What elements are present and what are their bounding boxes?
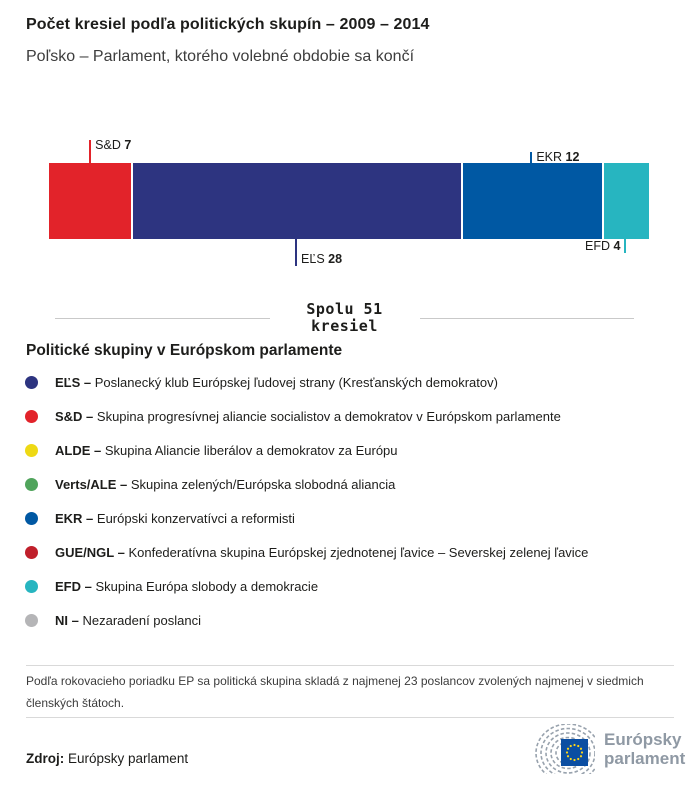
legend-item-text: EKR – Európski konzervatívci a reformisti: [55, 510, 295, 526]
legend-dot-icon: [25, 546, 38, 559]
legend-item-Verts/ALE: [25, 467, 675, 501]
legend-dot-icon: [25, 478, 38, 491]
legend-item-text: NI – Nezaradení poslanci: [55, 612, 201, 628]
legend-dot-icon: [25, 410, 38, 423]
legend-item-text: S&D – Skupina progresívnej aliancie socialistov a demokratov v Európskom parlamente: [55, 408, 561, 424]
source-label: Zdroj:: [26, 751, 65, 766]
total-summary: [55, 301, 634, 335]
legend-item-text: EFD – Skupina Európa slobody a demokracie: [55, 578, 319, 594]
page-title: Počet kresiel podľa politických skupín – 2009 – 2014: [26, 16, 430, 33]
bar-label-S&D: S&D 7: [95, 138, 132, 152]
bar-segment-EFD: [602, 163, 649, 239]
european-parliament-logo: [527, 724, 685, 774]
summary-right-line: [420, 318, 635, 319]
legend-item-EKR: [25, 501, 675, 535]
bar-label-EĽS: EĽS 28: [301, 252, 343, 266]
source-line: [26, 751, 188, 766]
legend-dot-icon: [25, 376, 38, 389]
bar-label-EKR: EKR 12: [536, 150, 580, 164]
logo-wordmark: [604, 730, 685, 768]
bar-segment-S&D: [49, 163, 131, 239]
legend-item-text: Verts/ALE – Skupina zelených/Európska slobodná aliancia: [55, 476, 396, 492]
legend-heading: Politické skupiny v Európskom parlamente: [26, 342, 343, 359]
page-subtitle: Poľsko – Parlament, ktorého volebné obdobie sa končí: [26, 48, 415, 65]
bar-segment-EKR: [461, 163, 602, 239]
bar-tick-EFD: [624, 239, 626, 253]
legend-dot-icon: [25, 444, 38, 457]
legend-item-S&D: [25, 399, 675, 433]
legend: [25, 365, 675, 637]
logo-wordmark-line2: parlament: [604, 749, 686, 768]
legend-dot-icon: [25, 512, 38, 525]
legend-item-NI: [25, 603, 675, 637]
eu-flag-icon: [561, 739, 588, 766]
legend-item-ALDE: [25, 433, 675, 467]
legend-item-text: GUE/NGL – Konfederatívna skupina Európskej zjednotenej ľavice – Severskej zelenej ľavice: [55, 544, 589, 560]
total-seats-line1: Spolu 51: [306, 300, 383, 318]
legend-dot-icon: [25, 580, 38, 593]
legend-item-GUE/NGL: [25, 535, 675, 569]
total-seats-line2: kresiel: [311, 317, 378, 335]
note-top-divider: [26, 665, 674, 666]
bar-segment-EĽS: [131, 163, 460, 239]
note-bottom-divider: [26, 717, 674, 718]
legend-item-EFD: [25, 569, 675, 603]
stacked-bar-canvas: [49, 130, 649, 280]
legend-item-EĽS: [25, 365, 675, 399]
legend-item-text: ALDE – Skupina Aliancie liberálov a demokratov za Európu: [55, 442, 398, 458]
legend-dot-icon: [25, 614, 38, 627]
bar-tick-S&D: [89, 140, 91, 163]
legend-item-text: EĽS – Poslanecký klub Európskej ľudovej strany (Kresťanských demokratov): [55, 374, 498, 390]
bar-label-EFD: EFD 4: [585, 239, 621, 253]
bar-tick-EKR: [530, 152, 532, 163]
logo-wordmark-line1: Európsky: [604, 730, 682, 749]
summary-left-line: [55, 318, 270, 319]
hemicycle-logo-icon: [527, 724, 595, 774]
footnote-text: Podľa rokovacieho poriadku EP sa politická skupina skladá z najmenej 23 poslancov zvolených najmenej v siedmich členských štátoch.: [26, 674, 644, 710]
total-seats-label: [270, 301, 420, 335]
bar-tick-EĽS: [295, 239, 297, 266]
source-value: Európsky parlament: [68, 751, 189, 766]
